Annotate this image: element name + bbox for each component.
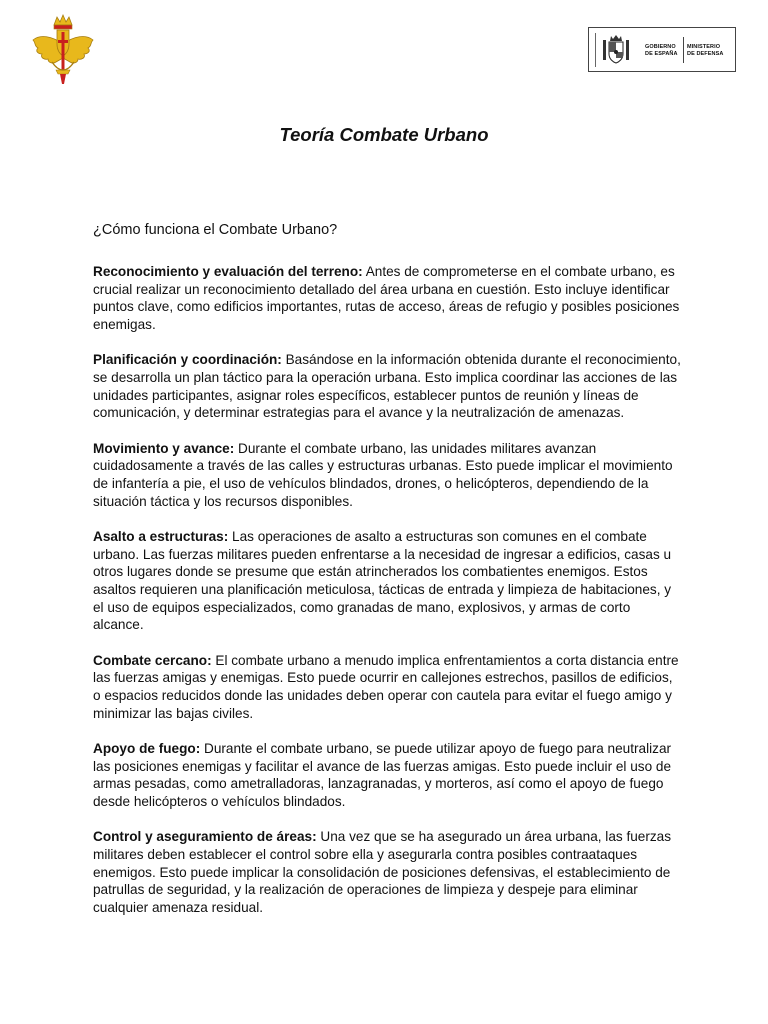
- paragraph-text: Durante el combate urbano, las unidades militares avanzan cuidadosamente a través de las calles y estructuras urbanas. Esto puede implicar el movimiento de infantería a pie, el uso de vehículos blindados, drones, o helicópteros, dependiendo de la situación táctica y los recursos disponibles.: [93, 440, 673, 509]
- paragraph-text: Antes de comprometerse en el combate urbano, es crucial realizar un reconocimiento detallado del área urbana en cuestión. Esto incluye identificar puntos clave, como edificios importantes, rutas de acceso, áreas de refugio y posibles posiciones enemigas.: [93, 264, 680, 333]
- paragraph-lead: Combate cercano:: [93, 652, 212, 668]
- header-left-rule: [595, 33, 596, 67]
- paragraph-reconocimiento: [93, 263, 683, 334]
- paragraph-movimiento: [93, 440, 683, 511]
- paragraph-text: Las operaciones de asalto a estructuras son comunes en el combate urbano. Las fuerzas militares pueden enfrentarse a la necesidad de ingresar a edificios, casas u otros lugares donde se presume que están atrincherados los combatientes enemigos. Estos asaltos requieren una planificación meticulosa, tácticas de entrada y limpieza de habitaciones, y el uso de equipos especializados, como granadas de mano, explosivos, y armas de corto alcance.: [93, 528, 672, 633]
- paragraph-planificacion: [93, 351, 683, 422]
- paragraph-text: El combate urbano a menudo implica enfrentamientos a corta distancia entre las fuerzas amigas y enemigas. Esto puede ocurrir en callejones estrechos, pasillos de edificios, o espacios reducidos donde las unidades deben operar con cautela para evitar el fuego amigo y minimizar las bajas civiles.: [93, 652, 679, 721]
- paragraph-text: Basándose en la información obtenida durante el reconocimiento, se desarrolla un plan táctico para la operación urbana. Esto implica coordinar las acciones de las unidades participantes, asignar roles específicos, establecer puntos de reunión y líneas de comunicación, y determinar estrategias para el avance y la neutralización de amenazas.: [93, 352, 681, 421]
- header-separator: [683, 37, 684, 63]
- paragraph-lead: Movimiento y avance:: [93, 440, 235, 456]
- document-body: [93, 221, 683, 934]
- ministry-label: MINISTERIO DE DEFENSA: [687, 44, 724, 57]
- paragraph-combate-cercano: [93, 652, 683, 723]
- page-title: Teoría Combate Urbano: [279, 124, 489, 145]
- army-crest-icon: [30, 10, 96, 88]
- paragraph-lead: Control y aseguramiento de áreas:: [93, 829, 317, 845]
- paragraph-lead: Planificación y coordinación:: [93, 352, 282, 368]
- paragraph-text: Una vez que se ha asegurado un área urbana, las fuerzas militares deben establecer el control sobre ella y asegurarla contra posibles contraataques enemigos. Esto puede implicar la consolidación de posiciones defensivas, el establecimiento de patrullas de seguridad, y la realización de operaciones de limpieza y despeje para eliminar cualquier amenaza residual.: [93, 829, 672, 916]
- section-question: ¿Cómo funciona el Combate Urbano?: [93, 222, 338, 238]
- government-label: GOBIERNO DE ESPAÑA: [645, 44, 678, 57]
- paragraph-apoyo-fuego: [93, 740, 683, 811]
- paragraph-lead: Apoyo de fuego:: [93, 740, 201, 756]
- paragraph-text: Durante el combate urbano, se puede utilizar apoyo de fuego para neutralizar las posiciones enemigas y facilitar el avance de las fuerzas amigas. Esto puede incluir el uso de armas pesadas, como ametralladoras, lanzagranadas, y morteros, así como el apoyo de fuego desde helicópteros o vehículos blindados.: [93, 740, 672, 810]
- paragraph-lead: Asalto a estructuras:: [93, 528, 229, 544]
- spain-coat-of-arms-icon: [601, 34, 631, 66]
- paragraph-asalto: [93, 528, 683, 634]
- paragraph-control: [93, 828, 683, 917]
- paragraph-lead: Reconocimiento y evaluación del terreno:: [93, 264, 363, 279]
- government-header-box: [588, 27, 736, 72]
